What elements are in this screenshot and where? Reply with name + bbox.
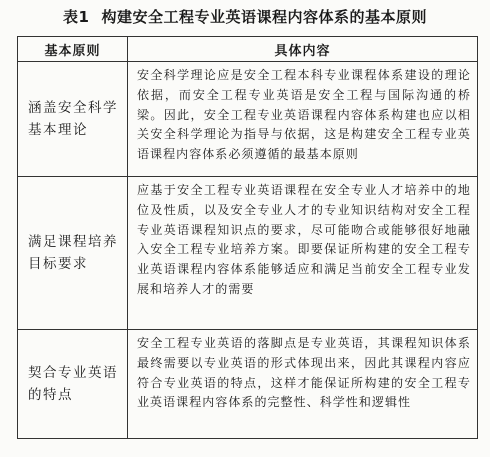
table-caption <box>0 6 490 27</box>
table-header-row <box>18 37 478 62</box>
principle-cell: 满足课程培养目标要求 <box>18 177 128 330</box>
content-cell: 安全工程专业英语的落脚点是专业英语，其课程知识体系最终需要以专业英语的形式体现出来，因此其课程内容应符合专业英语的特点，这样才能保证所构建的安全工程专业英语课程内容体系的完整性、科学性和逻辑性 <box>128 330 478 439</box>
principle-cell: 契合专业英语的特点 <box>18 330 128 439</box>
principles-table <box>17 36 478 439</box>
content-cell: 应基于安全工程专业英语课程在安全专业人才培养中的地位及性质，以及安全专业人才的专业知识结构对安全工程专业英语课程知识点的要求，尽可能吻合或能够很好地融入安全工程专业培养方案。即要保证所构建的安全工程专业英语课程内容体系能够适应和满足当前安全工程专业发展和培养人才的需要 <box>128 177 478 330</box>
header-content: 具体内容 <box>128 37 478 62</box>
principle-cell: 涵盖安全科学基本理论 <box>18 62 128 177</box>
table-row <box>18 177 478 330</box>
header-principle: 基本原则 <box>18 37 128 62</box>
table-title: 构建安全工程专业英语课程内容体系的基本原则 <box>101 8 427 26</box>
table-number: 表1 <box>63 8 90 26</box>
content-cell: 安全科学理论应是安全工程本科专业课程体系建设的理论依据，而安全工程专业英语是安全工程与国际沟通的桥梁。因此，安全工程专业英语课程内容体系构建也应以相关安全科学理论为指导与依据，这是构建安全工程专业英语课程内容体系必须遵循的最基本原则 <box>128 62 478 177</box>
table-row <box>18 330 478 439</box>
table-row <box>18 62 478 177</box>
